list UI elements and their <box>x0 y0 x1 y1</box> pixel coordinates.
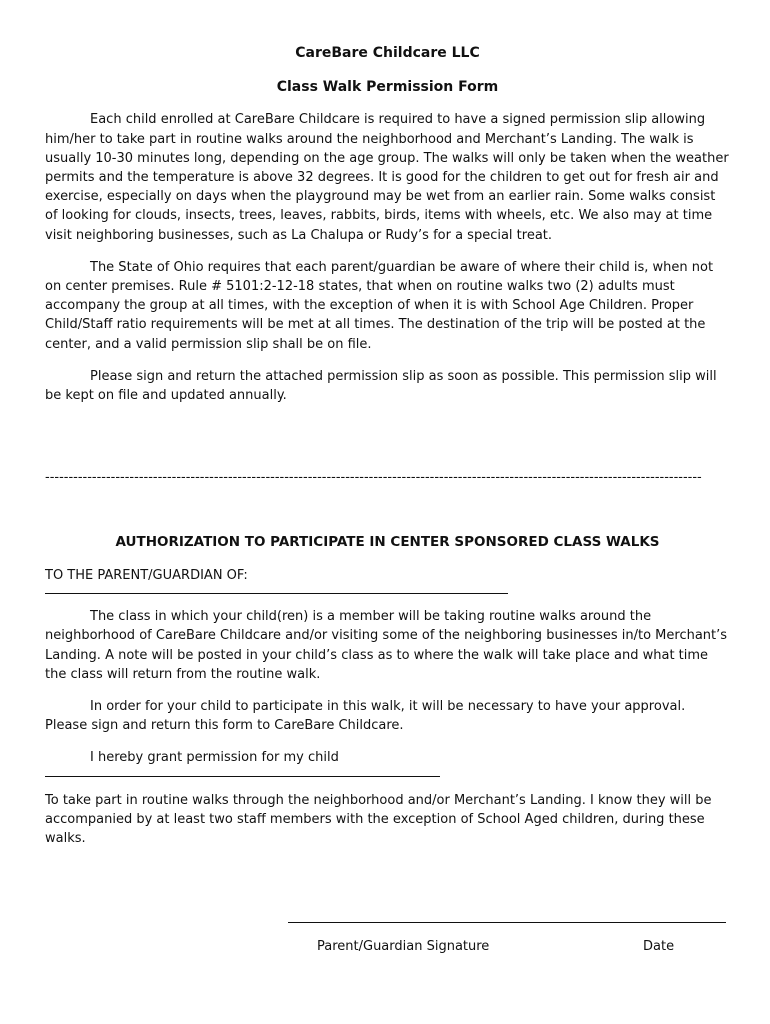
cut-divider: -------------------------------------------------------------------------------------------------------------------------------------------- <box>45 470 702 485</box>
intro-paragraph-3: Please sign and return the attached permission slip as soon as possible. This permission slip will be kept on file and updated annually. <box>45 368 717 404</box>
auth-paragraph-1: The class in which your child(ren) is a member will be taking routine walks around the neighborhood of CareBare Childcare and/or visiting some of the neighboring businesses in/to Merchant’s Landing. A note will be posted in your child’s class as to where the walk will take place and what time the class will return from the routine walk. <box>45 609 728 682</box>
auth-paragraph-2: In order for your child to participate in this walk, it will be necessary to have your approval. Please sign and return this form to CareBare Childcare. <box>45 699 686 734</box>
to-parent-label: TO THE PARENT/GUARDIAN OF: <box>45 568 248 584</box>
company-name: CareBare Childcare LLC <box>295 45 480 61</box>
intro-paragraph-2: The State of Ohio requires that each parent/guardian be aware of where their child is, when not on center premises. Rule # 5101:2-12-18 states, that when on routine walks two (2) adults must accompany the group at all times, with the exception of when it is with School Age Children. Proper Child/Staff ratio requirements will be met at all times. The destination of the trip will be posted at the center, and a valid permission slip shall be on file. <box>45 259 714 352</box>
signature-labels <box>288 939 726 959</box>
form-title: Class Walk Permission Form <box>276 79 499 96</box>
date-label: Date <box>643 939 675 954</box>
signature-area <box>288 912 726 959</box>
authorization-section <box>45 533 730 848</box>
intro-paragraph-1: Each child enrolled at CareBare Childcare is required to have a signed permission slip allowing him/her to take part in routine walks around the neighborhood and Merchant’s Landing. The walk is usually 10-30 minutes long, depending on the age group. The walks will only be taken when the weather permits and the temperature is above 32 degrees. It is good for the children to get out for fresh air and exercise, especially on days when the playground may be wet from an earlier rain. Some walks consist of looking for clouds, insects, trees, leaves, rabbits, birds, items with wheels, etc. We also may at time visit neighboring businesses, such as La Chalupa or Rudy’s for a special treat. <box>45 112 729 243</box>
signature-label: Parent/Guardian Signature <box>317 939 490 954</box>
signature-line[interactable] <box>288 912 726 923</box>
permission-child-blank[interactable] <box>45 768 440 777</box>
authorization-title: AUTHORIZATION TO PARTICIPATE IN CENTER SPONSORED CLASS WALKS <box>115 534 660 550</box>
page-content <box>45 44 730 405</box>
grant-permission-text: I hereby grant permission for my child <box>90 750 339 766</box>
child-name-blank[interactable] <box>45 585 508 594</box>
auth-paragraph-4: To take part in routine walks through the neighborhood and/or Merchant’s Landing. I know they will be accompanied by at least two staff members with the exception of School Aged children, during these walks. <box>45 792 712 847</box>
